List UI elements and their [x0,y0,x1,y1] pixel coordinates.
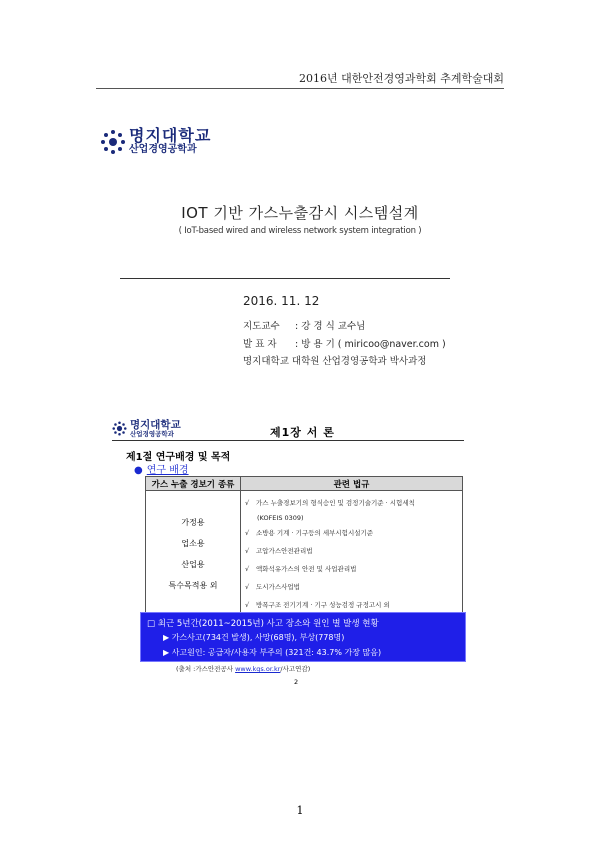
title-divider [120,278,450,279]
check-icon: √ [245,583,250,591]
source-link[interactable]: www.kgs.or.kr [235,665,281,673]
law-item [245,542,458,560]
presenter-label: 발 표 자 [243,339,277,350]
bullet-text: 연구 배경 [146,465,189,476]
law-text: 가스 누출경보기의 형식승인 및 검정기술기준 · 시험세칙 [256,499,415,507]
law-text: 소방용 기계 · 기구등의 세부시험시설기준 [256,529,374,537]
check-icon: √ [245,565,250,573]
research-background-bullet [134,461,189,476]
law-text: 고압가스안전관리법 [256,547,313,555]
law-item [245,578,458,596]
law-item [245,524,458,542]
related-laws-cell [241,491,463,618]
bullet-circle-icon: ● [134,465,143,476]
type-industrial: 산업용 [181,560,205,569]
slide-page-number: 2 [294,678,299,686]
slide-logo-name: 명지대학교 [130,419,181,431]
presenter-line [243,336,446,350]
check-icon: √ [245,529,250,537]
section-heading: 제1절 연구배경 및 목적 [126,452,231,463]
conference-header: 2016년 대한안전경영과학회 추계학술대회 [298,72,504,85]
header-related-laws: 관련 법규 [241,477,463,491]
check-icon: √ [245,547,250,555]
slide-divider [112,440,464,441]
table-header-row [146,477,463,491]
slide-logo [112,420,181,438]
university-logo [100,128,211,155]
type-business: 업소용 [181,539,205,548]
stats-heading: □ 최근 5년간(2011~2015년) 사고 장소와 원인 별 발생 현황 [147,619,379,629]
presentation-date: 2016. 11. 12 [243,294,320,308]
check-icon: √ [245,601,250,609]
page-number: 1 [296,804,304,817]
gas-alarm-law-table [145,476,463,618]
affiliation-line: 명지대학교 대학원 산업경영공학과 박사과정 [243,356,427,367]
law-text: 도시가스사업법 [256,583,300,591]
source-citation [176,664,310,673]
presenter-value: : 방 용 기 ( miricoo@naver.com ) [295,339,446,350]
stats-accidents: ▶ 가스사고(734건 발생), 사망(68명), 부상(778명) [163,633,345,642]
type-home: 가정용 [181,518,205,527]
stats-causes: ▶ 사고원인: 공급자/사용자 부주의 (321건: 43.7% 가장 많음) [163,648,382,657]
law-item [245,560,458,578]
university-seal-icon [100,129,126,155]
document-subtitle: ( IoT-based wired and wireless network system integration ) [178,226,422,236]
law-item [245,494,458,512]
source-suffix: /사고연감) [280,665,311,673]
embedded-slide [112,412,472,686]
accident-stats-box [140,612,466,662]
type-special: 특수목적용 외 [168,581,218,590]
alarm-types-cell [146,491,241,618]
advisor-value: : 강 경 식 교수님 [295,321,366,332]
advisor-label: 지도교수 [243,321,280,332]
logo-department-name: 산업경영공학과 [129,143,197,155]
table-row [146,491,463,618]
law-item-continued: (KOFEIS 0309) [257,514,304,522]
document-title: IOT 기반 가스누출감시 시스템설계 [181,204,419,222]
chapter-heading: 제1장 서 론 [270,426,335,439]
law-text: 액화석유가스의 안전 및 사업관리법 [256,565,357,573]
slide-seal-icon [112,421,127,436]
header-rule [96,88,504,89]
logo-university-name: 명지대학교 [129,126,212,145]
header-alarm-type: 가스 누출 경보기 종류 [146,477,241,491]
slide-logo-dept: 산업경영공학과 [130,430,174,439]
check-icon: √ [245,499,250,507]
source-prefix: (출처 :가스안전공사 [176,665,236,673]
advisor-line [243,318,365,332]
law-text: 방폭구조 전기기계 · 기구 성능검정 규정고시 외 [256,601,390,609]
